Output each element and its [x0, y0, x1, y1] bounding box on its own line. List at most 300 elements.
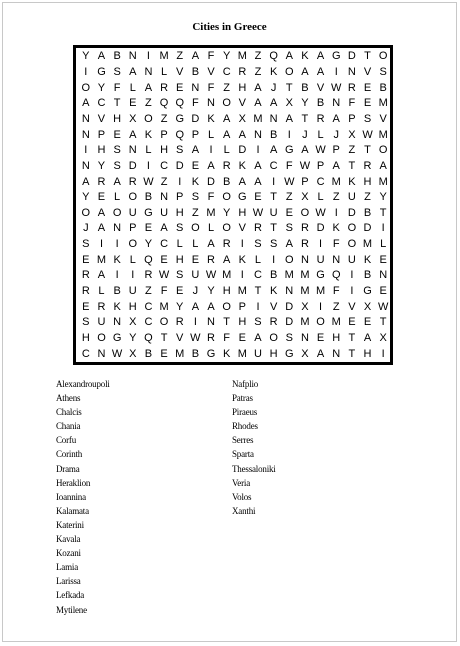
grid-cell: R	[363, 159, 372, 172]
word-list-item: Athens	[56, 393, 81, 404]
grid-cell: K	[238, 159, 246, 172]
grid-cell: A	[316, 65, 325, 78]
grid-cell: A	[160, 222, 168, 235]
grid-cell: W	[111, 347, 123, 360]
grid-cell: L	[145, 144, 152, 157]
grid-cell: O	[81, 81, 91, 94]
grid-cell: A	[82, 97, 90, 110]
grid-cell: B	[269, 269, 278, 282]
grid-cell: I	[146, 50, 150, 63]
grid-cell: N	[300, 332, 309, 345]
grid-cell: I	[84, 144, 88, 157]
grid-cell: E	[363, 97, 372, 110]
grid-cell: T	[270, 222, 277, 235]
grid-cell: U	[128, 285, 137, 298]
grid-cell: B	[144, 191, 153, 204]
grid-cell: A	[82, 175, 90, 188]
grid-cell: Y	[144, 238, 153, 251]
grid-cell: V	[97, 112, 106, 125]
grid-cell: X	[129, 347, 137, 360]
grid-cell: Z	[223, 81, 231, 94]
word-list-item: Alexandroupoli	[56, 379, 110, 389]
grid-cell: A	[238, 128, 246, 141]
grid-cell: J	[83, 222, 89, 235]
grid-cell: N	[332, 347, 341, 360]
grid-cell: W	[315, 206, 326, 219]
grid-cell: K	[332, 222, 340, 235]
grid-cell: S	[113, 65, 121, 78]
grid-cell: N	[332, 97, 341, 110]
grid-cell: N	[332, 253, 341, 266]
grid-cell: A	[254, 332, 262, 345]
grid-cell: G	[206, 347, 216, 360]
grid-cell: S	[285, 222, 293, 235]
grid-cell: G	[144, 206, 153, 219]
grid-cell: T	[348, 347, 356, 360]
grid-cell: S	[269, 238, 278, 251]
grid-cell: I	[334, 206, 338, 219]
grid-cell: M	[206, 206, 216, 219]
grid-cell: G	[238, 191, 247, 204]
grid-cell: M	[362, 238, 373, 251]
grid-cell: A	[301, 65, 309, 78]
grid-cell: K	[348, 175, 356, 188]
grid-cell: B	[113, 285, 121, 298]
grid-cell: Q	[269, 50, 278, 63]
grid-cell: A	[207, 159, 215, 172]
grid-cell: E	[363, 81, 372, 94]
grid-cell: A	[285, 238, 293, 251]
grid-cell: U	[97, 316, 106, 329]
grid-cell: J	[302, 128, 308, 141]
grid-cell: A	[269, 144, 278, 157]
grid-cell: Z	[364, 191, 371, 204]
grid-cell: L	[207, 128, 215, 141]
grid-cell: O	[378, 144, 388, 157]
grid-cell: R	[253, 222, 262, 235]
grid-cell: O	[284, 65, 294, 78]
grid-cell: A	[316, 50, 325, 63]
grid-cell: V	[316, 81, 325, 94]
grid-cell: A	[207, 300, 215, 313]
grid-cell: R	[160, 81, 169, 94]
grid-cell: F	[113, 81, 121, 94]
grid-cell: O	[347, 238, 357, 251]
grid-cell: I	[272, 175, 276, 188]
grid-cell: Z	[160, 112, 168, 125]
grid-cell: Q	[175, 97, 184, 110]
grid-cell: T	[113, 97, 121, 110]
grid-cell: R	[175, 316, 184, 329]
grid-cell: E	[160, 347, 168, 360]
grid-cell: O	[222, 97, 231, 110]
grid-cell: N	[253, 128, 262, 141]
grid-cell: E	[285, 206, 293, 219]
word-list-item: Chalcis	[56, 407, 82, 418]
grid-cell: F	[285, 159, 293, 172]
grid-cell: F	[207, 50, 215, 63]
grid-cell: H	[269, 347, 278, 360]
grid-cell: A	[97, 50, 106, 63]
grid-cell: Y	[379, 191, 387, 204]
grid-cell: E	[379, 253, 387, 266]
grid-cell: S	[379, 65, 387, 78]
grid-cell: B	[363, 269, 372, 282]
grid-cell: Y	[222, 206, 231, 219]
grid-cell: T	[301, 112, 309, 125]
grid-cell: J	[333, 128, 339, 141]
grid-cell: N	[269, 112, 278, 125]
word-list-item: Thessaloniki	[232, 463, 276, 474]
grid-cell: U	[316, 253, 325, 266]
grid-cell: A	[316, 347, 325, 360]
grid-cell: B	[363, 206, 372, 219]
grid-cell: W	[143, 175, 154, 188]
grid-cell: C	[144, 316, 153, 329]
grid-cell: N	[207, 97, 215, 110]
grid-cell: F	[332, 238, 340, 251]
grid-cell: A	[191, 144, 200, 157]
grid-cell: I	[240, 238, 244, 251]
grid-cell: Z	[348, 144, 356, 157]
grid-cell: Y	[97, 81, 106, 94]
grid-cell: Q	[144, 253, 153, 266]
grid-cell: N	[285, 285, 294, 298]
grid-cell: P	[129, 222, 137, 235]
grid-cell: I	[381, 222, 385, 235]
grid-cell: J	[270, 81, 277, 94]
grid-cell: N	[81, 112, 90, 125]
grid-cell: R	[97, 300, 106, 313]
grid-cell: U	[160, 206, 169, 219]
grid-cell: N	[347, 65, 356, 78]
grid-cell: M	[237, 50, 247, 63]
word-list-item: Serres	[232, 435, 254, 446]
grid-cell: U	[347, 253, 356, 266]
grid-cell: Z	[176, 50, 184, 63]
grid-cell: O	[144, 112, 153, 125]
grid-cell: Q	[331, 269, 341, 282]
grid-cell: E	[160, 253, 168, 266]
grid-cell: Z	[145, 285, 152, 298]
grid-cell: F	[160, 285, 168, 298]
word-list-item: Volos	[232, 491, 252, 502]
grid-cell: A	[207, 238, 215, 251]
grid-cell: I	[146, 159, 150, 172]
grid-cell: I	[287, 128, 291, 141]
grid-cell: D	[238, 144, 247, 157]
grid-cell: K	[207, 112, 215, 125]
grid-cell: M	[300, 316, 310, 329]
grid-cell: K	[113, 253, 121, 266]
grid-cell: Z	[254, 50, 262, 63]
grid-cell: A	[301, 144, 309, 157]
grid-cell: S	[113, 159, 121, 172]
grid-cell: F	[348, 97, 356, 110]
grid-cell: X	[301, 347, 309, 360]
grid-cell: V	[379, 112, 387, 125]
word-list-column-2	[232, 377, 276, 518]
grid-cell: K	[113, 300, 121, 313]
grid-cell: B	[316, 97, 325, 110]
grid-cell: P	[160, 128, 168, 141]
grid-cell: D	[347, 206, 356, 219]
grid-cell: H	[238, 81, 247, 94]
grid-cell: A	[332, 112, 340, 125]
grid-cell: Y	[82, 191, 90, 204]
grid-cell: G	[284, 347, 294, 360]
word-list-item: Patras	[232, 393, 253, 404]
grid-cell: M	[237, 347, 247, 360]
grid-cell: H	[175, 253, 184, 266]
grid-cell: P	[238, 300, 246, 313]
grid-cell: X	[285, 97, 293, 110]
grid-cell: G	[284, 144, 294, 157]
grid-cell: Z	[192, 206, 199, 219]
grid-cell: E	[129, 97, 137, 110]
grid-cell: M	[315, 285, 326, 298]
grid-cell: H	[332, 332, 341, 345]
grid-cell: T	[364, 50, 371, 63]
grid-cell: A	[97, 269, 106, 282]
grid-cell: L	[207, 222, 215, 235]
grid-cell: L	[380, 238, 387, 251]
grid-cell: A	[363, 332, 372, 345]
grid-cell: N	[81, 159, 90, 172]
grid-cell: H	[238, 316, 247, 329]
grid-cell: T	[379, 206, 387, 219]
grid-cell: E	[363, 316, 372, 329]
grid-cell: W	[158, 269, 170, 282]
grid-cell: B	[144, 347, 153, 360]
grid-cell: H	[363, 347, 372, 360]
grid-cell: P	[176, 191, 184, 204]
grid-cell: Z	[332, 191, 340, 204]
grid-cell: G	[363, 285, 372, 298]
grid-cell: Q	[159, 97, 169, 110]
grid-cell: I	[256, 300, 260, 313]
word-list-item: Ioannina	[56, 491, 86, 502]
grid-cell: T	[379, 316, 387, 329]
grid-cell: E	[176, 285, 184, 298]
grid-cell: A	[222, 128, 231, 141]
grid-cell: W	[377, 300, 389, 313]
grid-cell: F	[207, 191, 215, 204]
grid-cell: R	[128, 175, 137, 188]
grid-cell: R	[207, 253, 215, 266]
grid-cell: I	[256, 144, 260, 157]
grid-cell: O	[81, 206, 91, 219]
grid-cell: Z	[160, 175, 168, 188]
grid-cell: K	[269, 65, 278, 78]
grid-cell: G	[97, 65, 106, 78]
grid-cell: O	[97, 332, 106, 345]
grid-cell: A	[254, 97, 262, 110]
grid-cell: E	[97, 191, 106, 204]
grid-cell: M	[300, 285, 310, 298]
grid-cell: N	[113, 222, 122, 235]
grid-cell: Q	[144, 332, 153, 345]
grid-cell: Z	[145, 97, 152, 110]
grid-cell: P	[332, 144, 340, 157]
grid-cell: V	[348, 300, 356, 313]
word-list-item: Corinth	[56, 449, 83, 460]
grid-cell: G	[112, 332, 122, 345]
grid-cell: S	[191, 191, 200, 204]
grid-cell: N	[97, 347, 106, 360]
grid-cell: I	[115, 269, 119, 282]
grid-cell: M	[159, 300, 169, 313]
grid-cell: R	[81, 285, 90, 298]
grid-cell: O	[222, 191, 231, 204]
grid-cell: A	[379, 159, 387, 172]
word-list-item: Rhodes	[232, 421, 258, 432]
grid-cell: S	[176, 144, 184, 157]
grid-cell: O	[269, 332, 278, 345]
grid-cell: I	[99, 238, 103, 251]
grid-cell: R	[300, 222, 309, 235]
grid-cell: M	[175, 347, 185, 360]
grid-cell: L	[223, 144, 230, 157]
grid-cell: I	[115, 238, 119, 251]
word-list-item: Lefkada	[56, 590, 85, 601]
grid-cell: R	[300, 238, 309, 251]
grid-cell: V	[176, 65, 184, 78]
word-list-item: Xanthi	[232, 505, 256, 516]
grid-cell: A	[222, 112, 231, 125]
grid-cell: H	[175, 206, 184, 219]
grid-cell: P	[301, 175, 309, 188]
grid-cell: B	[191, 347, 200, 360]
grid-cell: W	[362, 128, 373, 141]
grid-cell: L	[317, 128, 324, 141]
grid-cell: O	[128, 191, 138, 204]
grid-cell: A	[144, 81, 153, 94]
grid-cell: O	[222, 300, 231, 313]
grid-cell: W	[284, 175, 295, 188]
grid-cell: I	[350, 285, 354, 298]
grid-cell: F	[332, 285, 340, 298]
grid-cell: T	[254, 285, 262, 298]
grid-cell: Y	[82, 50, 90, 63]
grid-cell: H	[113, 112, 122, 125]
grid-cell: A	[222, 253, 231, 266]
grid-cell: I	[193, 316, 197, 329]
grid-cell: N	[128, 144, 137, 157]
grid-cell: A	[285, 50, 293, 63]
grid-cell: H	[222, 285, 231, 298]
grid-cell: A	[191, 300, 200, 313]
grid-cell: L	[129, 253, 136, 266]
grid-cell: L	[161, 65, 168, 78]
grid-cell: W	[331, 81, 342, 94]
grid-cell: H	[97, 144, 106, 157]
grid-cell: B	[301, 81, 309, 94]
grid-cell: O	[284, 253, 294, 266]
grid-cell: C	[160, 159, 169, 172]
grid-cell: U	[191, 269, 200, 282]
grid-cell: Q	[175, 128, 184, 141]
word-list-item: Corfu	[56, 435, 76, 446]
grid-cell: A	[129, 128, 137, 141]
grid-cell: A	[269, 97, 278, 110]
grid-cell: Y	[176, 300, 184, 313]
grid-cell: X	[363, 300, 372, 313]
grid-cell: K	[222, 347, 231, 360]
grid-cell: S	[363, 112, 372, 125]
grid-cell: B	[222, 175, 231, 188]
grid-cell: O	[112, 206, 122, 219]
grid-cell: T	[270, 191, 277, 204]
grid-cell: I	[350, 269, 354, 282]
grid-cell: E	[379, 285, 387, 298]
grid-cell: O	[378, 50, 388, 63]
grid-cell: D	[363, 222, 372, 235]
grid-cell: T	[160, 332, 168, 345]
grid-cell: M	[378, 97, 388, 110]
letter-grid	[78, 49, 391, 362]
word-list-item: Nafplio	[232, 379, 259, 389]
grid-cell: K	[269, 285, 278, 298]
grid-cell: Z	[332, 300, 340, 313]
grid-cell: Z	[285, 191, 293, 204]
grid-cell: I	[178, 175, 182, 188]
grid-cell: E	[82, 253, 90, 266]
grid-cell: A	[285, 112, 293, 125]
grid-cell: W	[252, 206, 264, 219]
grid-cell: W	[299, 159, 311, 172]
grid-cell: G	[175, 112, 184, 125]
grid-cell: T	[348, 332, 356, 345]
grid-cell: A	[238, 175, 246, 188]
grid-cell: K	[363, 253, 372, 266]
grid-cell: D	[128, 159, 137, 172]
grid-cell: V	[363, 65, 372, 78]
grid-cell: P	[191, 128, 200, 141]
grid-cell: M	[284, 269, 294, 282]
grid-cell: M	[331, 175, 341, 188]
grid-cell: C	[144, 300, 153, 313]
grid-cell: R	[144, 269, 153, 282]
grid-cell: R	[347, 81, 356, 94]
grid-cell: N	[207, 316, 215, 329]
word-list-item: Piraeus	[232, 407, 258, 418]
grid-cell: X	[301, 191, 309, 204]
grid-cell: I	[334, 65, 338, 78]
grid-cell: C	[316, 175, 325, 188]
grid-cell: L	[317, 191, 324, 204]
grid-cell: K	[191, 175, 200, 188]
worksheet-page	[2, 2, 457, 642]
grid-cell: M	[331, 316, 341, 329]
grid-cell: E	[254, 191, 262, 204]
grid-cell: I	[131, 269, 135, 282]
grid-cell: C	[269, 159, 278, 172]
grid-cell: H	[160, 144, 169, 157]
grid-cell: V	[176, 332, 184, 345]
grid-cell: Y	[301, 97, 309, 110]
word-list-item: Kavala	[56, 534, 81, 545]
grid-cell: K	[238, 253, 246, 266]
grid-cell: K	[301, 50, 309, 63]
grid-cell: L	[114, 191, 121, 204]
grid-cell: C	[253, 269, 262, 282]
grid-cell: A	[254, 159, 262, 172]
grid-cell: D	[347, 50, 356, 63]
grid-cell: U	[347, 191, 356, 204]
word-list-item: Drama	[56, 463, 80, 474]
grid-cell: A	[113, 175, 121, 188]
